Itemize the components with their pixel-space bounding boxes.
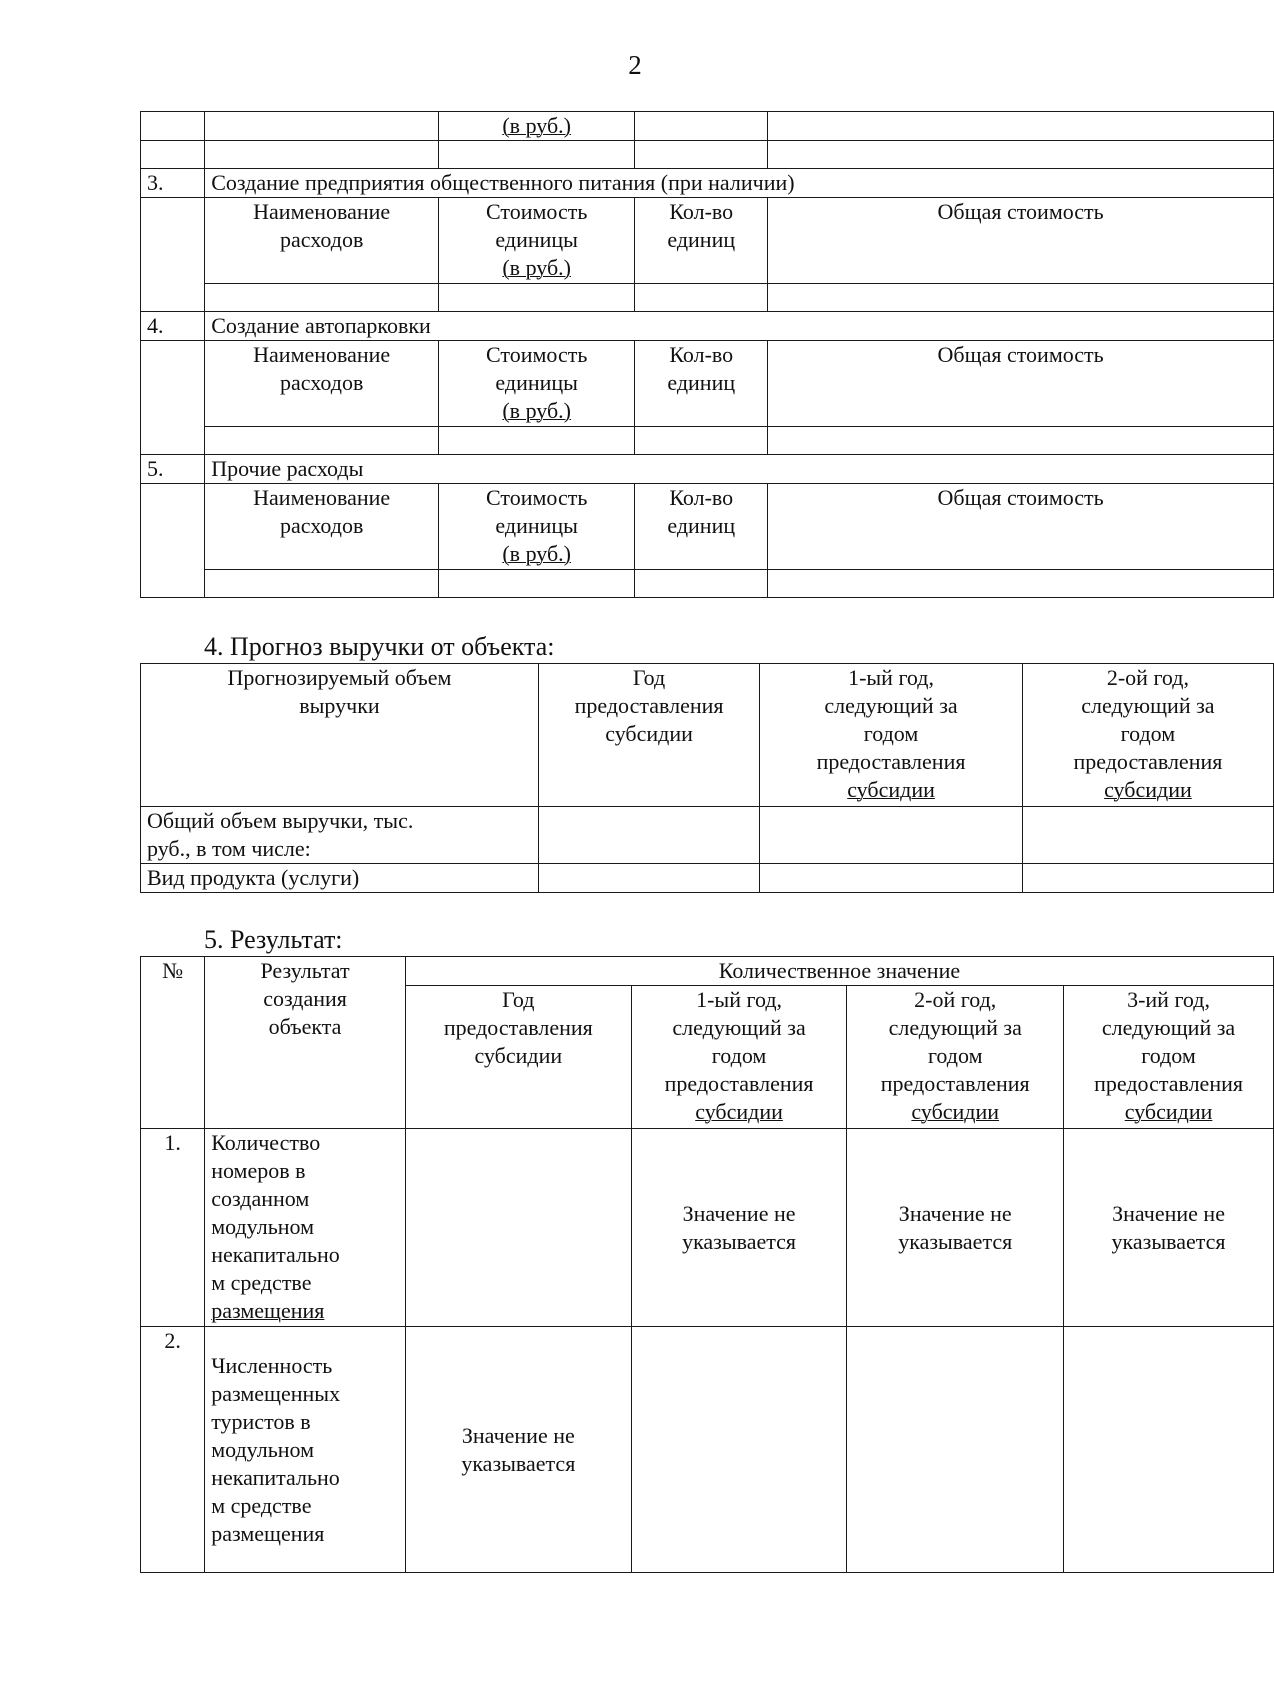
header-qty: Кол-во единиц	[635, 198, 768, 284]
header-total: Общая стоимость	[768, 341, 1274, 427]
value-cell: Значение не указывается	[847, 1129, 1064, 1327]
header-unit-cost: Стоимость единицы (в руб.)	[439, 198, 635, 284]
section-title-row	[141, 169, 1274, 198]
header-unit-cost: Стоимость единицы (в руб.)	[439, 341, 635, 427]
header-year-2: 2-ой год, следующий за годом предоставления субсидии	[847, 986, 1064, 1129]
row-number: 1.	[141, 1129, 205, 1327]
header-row	[141, 957, 1274, 986]
section-title: Создание предприятия общественного питания (при наличии)	[205, 169, 1274, 198]
table-row	[141, 141, 1274, 169]
table-cell	[141, 112, 205, 141]
empty-data-row	[141, 570, 1274, 598]
header-result: Результат создания объекта	[205, 957, 406, 1129]
empty-data-row	[141, 427, 1274, 455]
header-quantity: Количественное значение	[405, 957, 1273, 986]
header-year-2: 2-ой год, следующий за годом предоставления субсидии	[1022, 664, 1273, 807]
header-year-1: 1-ый год, следующий за годом предоставления субсидии	[760, 664, 1023, 807]
table-row	[141, 807, 1274, 864]
header-row	[141, 341, 1274, 427]
revenue-section-title: 4. Прогноз выручки от объекта:	[204, 632, 555, 661]
header-row	[141, 198, 1274, 284]
header-year-1: 1-ый год, следующий за годом предоставления субсидии	[631, 986, 847, 1129]
header-qty: Кол-во единиц	[635, 484, 768, 570]
expenses-table	[140, 111, 1274, 598]
page-number: 2	[628, 50, 642, 80]
table-row	[141, 864, 1274, 893]
header-name: Наименование расходов	[205, 484, 439, 570]
header-qty: Кол-во единиц	[635, 341, 768, 427]
section-title: Создание автопарковки	[205, 312, 1274, 341]
row-total-revenue: Общий объем выручки, тыс. руб., в том числе:	[141, 807, 539, 864]
header-year-3: 3-ий год, следующий за годом предоставления субсидии	[1064, 986, 1274, 1129]
row-result-name: Численность размещенных туристов в модульном некапитально м средстве размещения	[205, 1327, 406, 1573]
section-number: 5.	[141, 455, 205, 484]
table-row	[141, 112, 1274, 141]
value-cell	[1064, 1327, 1274, 1573]
header-forecast-volume: Прогнозируемый объем выручки	[141, 664, 539, 807]
section-title-row	[141, 455, 1274, 484]
value-cell	[405, 1129, 631, 1327]
table-cell	[141, 198, 205, 312]
header-name: Наименование расходов	[205, 341, 439, 427]
header-name: Наименование расходов	[205, 198, 439, 284]
results-section-title: 5. Результат:	[204, 925, 343, 954]
row-result-name: Количество номеров в созданном модульном некапитально м средстве размещения	[205, 1129, 406, 1327]
header-row	[141, 664, 1274, 807]
empty-data-row	[141, 284, 1274, 312]
header-row	[141, 484, 1274, 570]
unit-line-cell: (в руб.)	[439, 112, 635, 141]
header-subsidy-year: Год предоставления субсидии	[538, 664, 759, 807]
table-row	[141, 1327, 1274, 1573]
header-num: №	[141, 957, 205, 1129]
section-title-row	[141, 312, 1274, 341]
value-cell	[847, 1327, 1064, 1573]
section-number: 4.	[141, 312, 205, 341]
header-total: Общая стоимость	[768, 484, 1274, 570]
table-cell	[635, 112, 768, 141]
value-cell: Значение не указывается	[631, 1129, 847, 1327]
revenue-table	[140, 663, 1274, 893]
section-number: 3.	[141, 169, 205, 198]
header-subsidy-year: Год предоставления субсидии	[405, 986, 631, 1129]
table-cell	[768, 112, 1274, 141]
table-cell	[141, 484, 205, 598]
table-row	[141, 1129, 1274, 1327]
table-cell	[141, 341, 205, 455]
header-unit-cost: Стоимость единицы (в руб.)	[439, 484, 635, 570]
value-cell	[631, 1327, 847, 1573]
row-number: 2.	[141, 1327, 205, 1573]
table-cell	[205, 112, 439, 141]
value-cell: Значение не указывается	[1064, 1129, 1274, 1327]
results-table	[140, 956, 1274, 1573]
header-total: Общая стоимость	[768, 198, 1274, 284]
value-cell: Значение не указывается	[405, 1327, 631, 1573]
row-product-type: Вид продукта (услуги)	[141, 864, 539, 893]
section-title: Прочие расходы	[205, 455, 1274, 484]
